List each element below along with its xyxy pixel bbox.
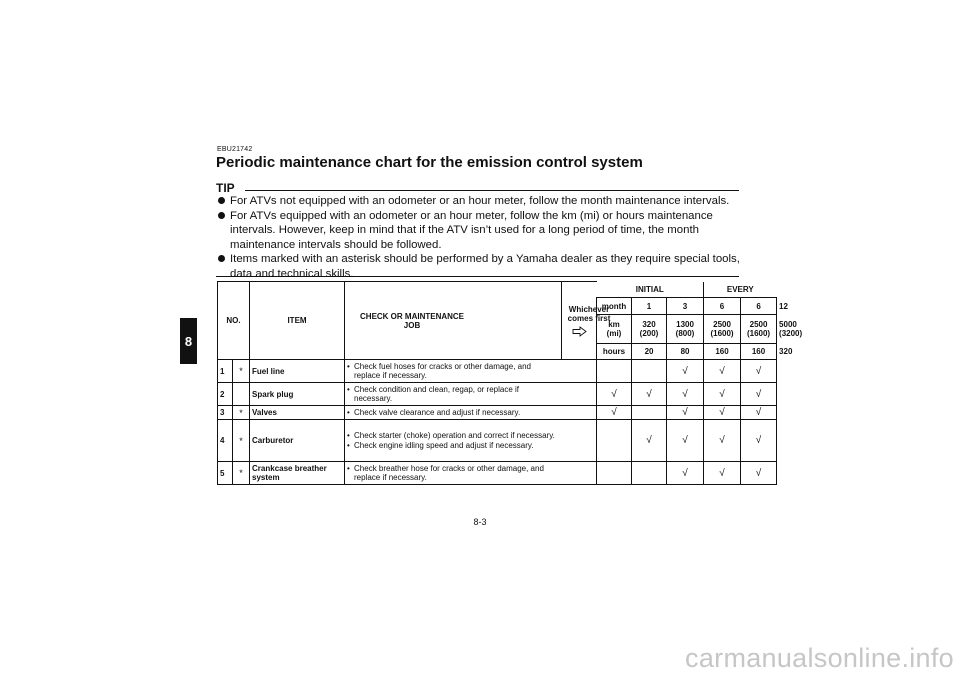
check-cell: √ [741, 406, 777, 420]
interval-value: 160 [741, 344, 777, 360]
page-title: Periodic maintenance chart for the emission control system [216, 154, 643, 171]
page-number: 8-3 [473, 517, 487, 527]
row-number: 4 [218, 420, 233, 462]
check-cell [632, 406, 667, 420]
row-job: • Check starter (choke) operation and correct if necessary. • Check engine idling speed and adjust if necessary. [345, 420, 597, 462]
header-every: EVERY [704, 282, 777, 298]
asterisk-marker: * [233, 462, 250, 485]
check-cell [632, 462, 667, 485]
row-job: • Check breather hose for cracks or other damage, and replace if necessary. [345, 462, 597, 485]
interval-value: 6 [741, 298, 777, 315]
row-job: • Check condition and clean, regap, or replace if necessary. [345, 383, 597, 406]
interval-value: 2500 (1600) [704, 315, 741, 344]
asterisk-marker: * [233, 420, 250, 462]
row-number: 1 [218, 360, 233, 383]
interval-row-month: month 1 3 6 6 12 [218, 298, 777, 315]
table-row [218, 383, 777, 406]
doc-code: EBU21742 [217, 146, 253, 153]
interval-label: hours [597, 344, 632, 360]
header-initial: INITIAL [597, 282, 704, 298]
check-cell: √ [597, 406, 632, 420]
asterisk-marker [233, 383, 250, 406]
table-row [218, 420, 777, 462]
col-header-whichever: Whichever comes first [562, 282, 597, 360]
check-cell [632, 360, 667, 383]
interval-value: 6 [704, 298, 741, 315]
check-cell: √ [741, 462, 777, 485]
row-number: 2 [218, 383, 233, 406]
interval-value: 80 [667, 344, 704, 360]
tip-item [216, 194, 740, 209]
bullet-icon [218, 212, 225, 219]
check-cell: √ [632, 383, 667, 406]
watermark: carmanualsonline.info [685, 643, 954, 673]
tip-item [216, 209, 740, 253]
check-cell: √ [667, 406, 704, 420]
col-header-job: CHECK OR MAINTENANCE JOB [345, 282, 562, 360]
check-cell: √ [741, 360, 777, 383]
tip-text: For ATVs equipped with an odometer or an hour meter, follow the km (mi) or hours maintenance intervals. However, keep in mind that if the ATV isn’t used for a long period of time, the month maintenance intervals should be followed. [230, 209, 713, 251]
maintenance-table [217, 281, 803, 485]
interval-value: 3 [667, 298, 704, 315]
asterisk-marker: * [233, 406, 250, 420]
chapter-tab: 8 [180, 318, 197, 364]
row-item: Carburetor [250, 420, 345, 462]
interval-row-hours: hours 20 80 160 160 320 [218, 344, 777, 360]
interval-value: 1 [632, 298, 667, 315]
interval-value: 1300 (800) [667, 315, 704, 344]
interval-label: km (mi) [597, 315, 632, 344]
table-row [218, 360, 777, 383]
check-cell: √ [704, 406, 741, 420]
check-cell: √ [704, 420, 741, 462]
table-row [218, 462, 777, 485]
interval-row-km: km (mi) 320 (200) 1300 (800) 2500 (1600) 2500 (1600) 5000 (3200) [218, 315, 777, 344]
check-cell: √ [704, 360, 741, 383]
tip-text: Items marked with an asterisk should be performed by a Yamaha dealer as they require special tools, data and technical skills. [230, 253, 740, 280]
col-header-no: NO. [218, 282, 250, 360]
tip-heading [216, 181, 739, 195]
interval-value: 160 [704, 344, 741, 360]
tip-rule [245, 190, 739, 191]
tip-text: For ATVs not equipped with an odometer or an hour meter, follow the month maintenance intervals. [230, 195, 730, 207]
interval-value: 320 (200) [632, 315, 667, 344]
tip-list [216, 194, 740, 281]
check-cell: √ [667, 360, 704, 383]
asterisk-marker: * [233, 360, 250, 383]
arrow-right-icon [572, 326, 587, 337]
col-header-item: ITEM [250, 282, 345, 360]
row-job: • Check valve clearance and adjust if necessary. [345, 406, 597, 420]
interval-label: month [597, 298, 632, 315]
bullet-icon [218, 197, 225, 204]
row-item: Crankcase breather system [250, 462, 345, 485]
check-cell: √ [667, 462, 704, 485]
interval-value: 20 [632, 344, 667, 360]
row-item: Fuel line [250, 360, 345, 383]
check-cell: √ [741, 420, 777, 462]
row-number: 5 [218, 462, 233, 485]
tip-bottom-rule [216, 276, 739, 277]
check-cell: √ [704, 462, 741, 485]
check-cell: √ [741, 383, 777, 406]
tip-label: TIP [216, 181, 235, 195]
check-cell: √ [632, 420, 667, 462]
check-cell: √ [704, 383, 741, 406]
check-cell [597, 420, 632, 462]
row-item: Spark plug [250, 383, 345, 406]
table-row [218, 406, 777, 420]
check-cell [597, 360, 632, 383]
row-job: • Check fuel hoses for cracks or other damage, and replace if necessary. [345, 360, 597, 383]
interval-value: 2500 (1600) [741, 315, 777, 344]
row-item: Valves [250, 406, 345, 420]
check-cell [597, 462, 632, 485]
row-number: 3 [218, 406, 233, 420]
check-cell: √ [597, 383, 632, 406]
check-cell: √ [667, 420, 704, 462]
check-cell: √ [667, 383, 704, 406]
bullet-icon [218, 255, 225, 262]
